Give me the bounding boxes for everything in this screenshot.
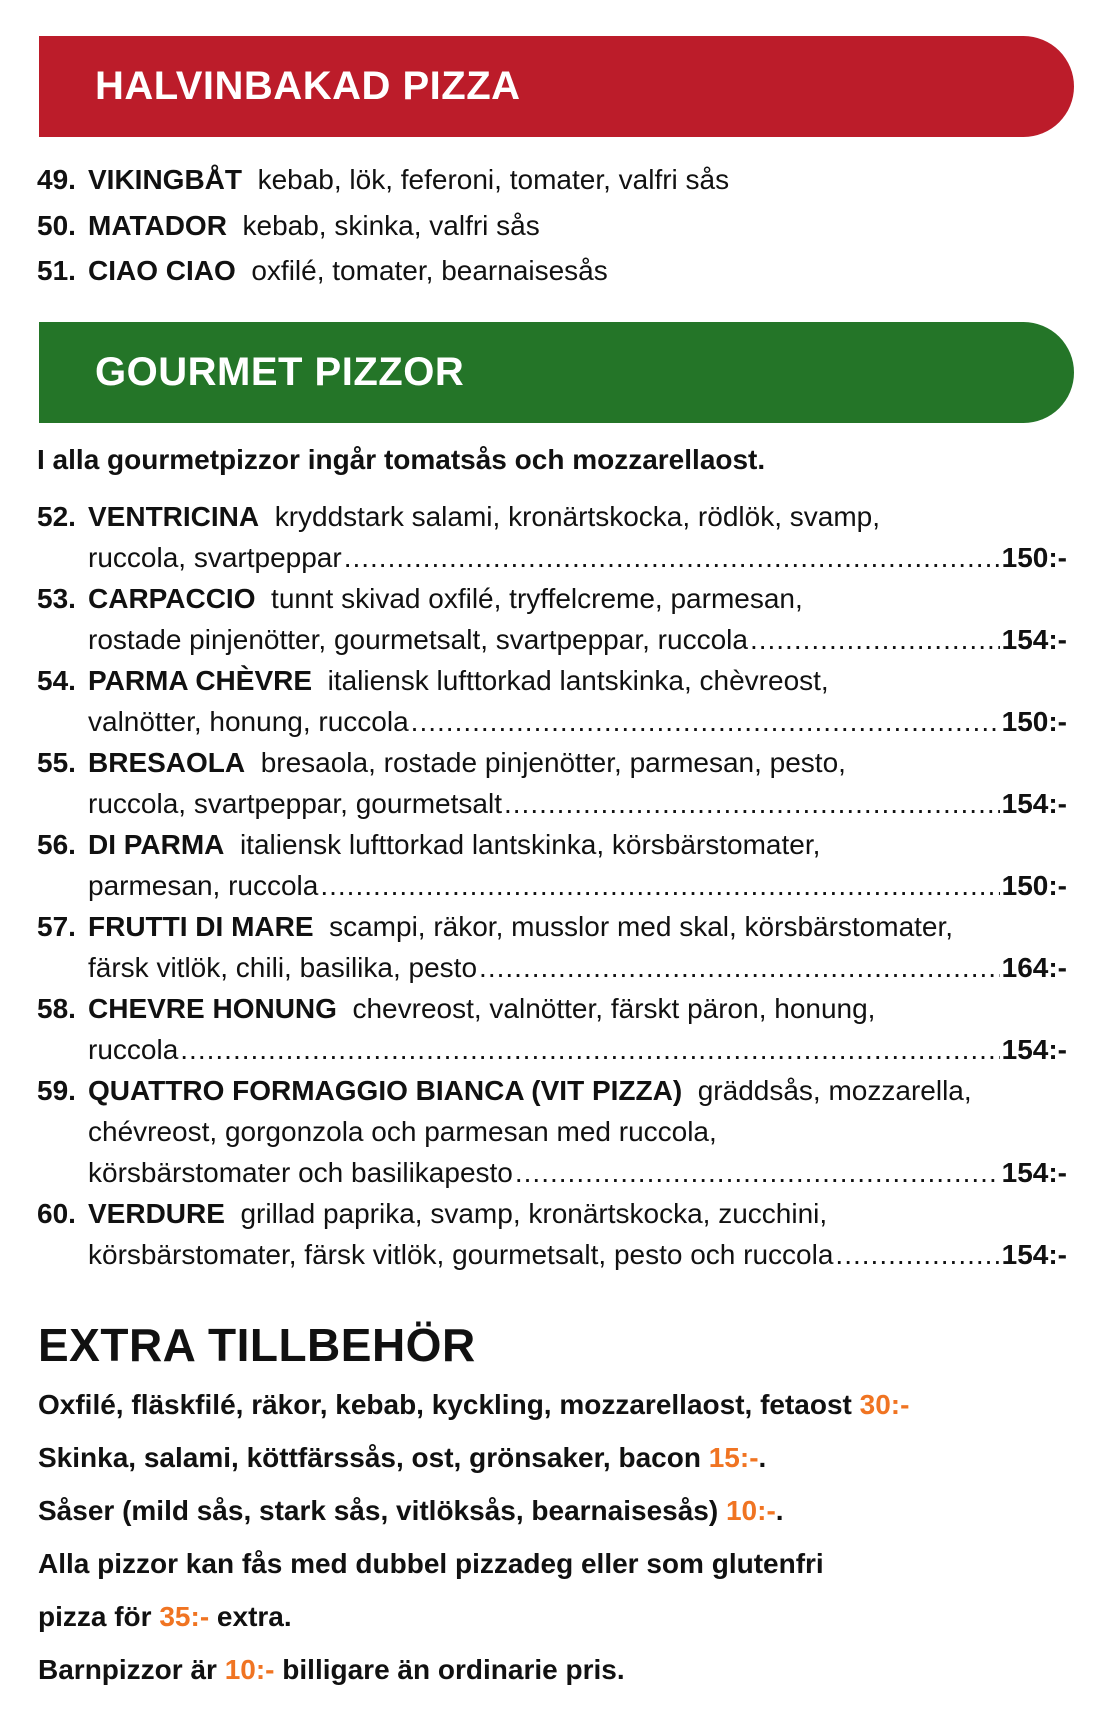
- item-price-line: [37, 1234, 1067, 1275]
- extra-line: [38, 1643, 1078, 1696]
- item-heading: [37, 1198, 827, 1229]
- item-number: 49.: [37, 164, 76, 195]
- extra-price: 10:-: [725, 1495, 776, 1526]
- item-description: körsbärstomater och basilikapesto: [88, 1157, 513, 1188]
- section-banner-gourmet: [39, 322, 1074, 423]
- item-description-line: [37, 1111, 1067, 1152]
- item-name: MATADOR: [88, 209, 227, 241]
- item-price-line: [37, 947, 1067, 988]
- item-description: tunnt skivad oxfilé, tryffelcreme, parmesan,: [271, 583, 803, 614]
- menu-item: [37, 906, 1067, 988]
- item-price: 154:-: [1001, 1239, 1067, 1270]
- item-first-line: [37, 496, 1067, 537]
- item-description: kebab, lök, feferoni, tomater, valfri sås: [257, 164, 730, 195]
- item-number: 53.: [37, 583, 76, 614]
- dot-leader: [835, 1234, 999, 1275]
- item-number: 52.: [37, 501, 76, 532]
- extra-title: EXTRA TILLBEHÖR: [38, 1319, 476, 1371]
- item-description: valnötter, honung, ruccola: [88, 706, 409, 737]
- menu-item: [37, 578, 1067, 660]
- extra-price: 35:-: [159, 1601, 210, 1632]
- dot-leader: [320, 865, 999, 906]
- item-heading: [37, 1075, 972, 1106]
- dot-leader: [504, 783, 1000, 824]
- item-price: 150:-: [1001, 542, 1067, 573]
- item-name: CARPACCIO: [88, 583, 256, 614]
- dot-leader: [479, 947, 1000, 988]
- item-price-line: [37, 537, 1067, 578]
- item-description: kebab, skinka, valfri sås: [242, 209, 540, 241]
- item-description: chevreost, valnötter, färskt päron, honung,: [352, 993, 876, 1024]
- item-description: ruccola, svartpeppar: [88, 542, 342, 573]
- extra-price: 15:-: [708, 1442, 759, 1473]
- item-name: VERDURE: [88, 1198, 225, 1229]
- menu-item: [37, 824, 1067, 906]
- extra-text: Oxfilé, fläskfilé, räkor, kebab, kyckling, mozzarellaost, fetaost: [38, 1389, 860, 1420]
- item-number: 55.: [37, 747, 76, 778]
- item-heading: [37, 665, 829, 696]
- section-title-gourmet: GOURMET PIZZOR: [95, 350, 465, 394]
- menu-item: [37, 742, 1067, 824]
- item-first-line: [37, 578, 1067, 619]
- item-price: 150:-: [1001, 706, 1067, 737]
- extra-text-after: .: [758, 1442, 767, 1473]
- extra-text: Såser (mild sås, stark sås, vitlöksås, bearnaisesås): [38, 1495, 726, 1526]
- extra-text-after: .: [775, 1495, 784, 1526]
- item-name: VENTRICINA: [88, 501, 260, 532]
- item-price: 154:-: [1001, 624, 1067, 655]
- item-name: CIAO CIAO: [88, 255, 236, 286]
- item-first-line: [37, 1070, 1067, 1111]
- item-number: 57.: [37, 911, 76, 942]
- menu-item: [37, 1070, 1067, 1193]
- extra-text: Barnpizzor är: [38, 1654, 225, 1685]
- dot-leader: [344, 537, 1000, 578]
- item-price-line: [37, 865, 1067, 906]
- item-heading: [37, 747, 846, 778]
- item-price-line: [37, 1152, 1067, 1193]
- item-first-line: [37, 660, 1067, 701]
- item-description: körsbärstomater, färsk vitlök, gourmetsalt, pesto och ruccola: [88, 1239, 834, 1270]
- extra-price: 10:-: [224, 1654, 275, 1685]
- item-number: 58.: [37, 993, 76, 1024]
- menu-item: [37, 248, 1057, 294]
- item-price-line: [37, 1029, 1067, 1070]
- dot-leader: [750, 619, 1000, 660]
- item-description: grillad paprika, svamp, kronärtskocka, zucchini,: [240, 1198, 828, 1229]
- item-first-line: [37, 1193, 1067, 1234]
- item-price: 154:-: [1001, 1034, 1067, 1065]
- item-description: oxfilé, tomater, bearnaisesås: [251, 255, 608, 286]
- item-description: chévreost, gorgonzola och parmesan med ruccola,: [88, 1116, 717, 1147]
- extra-line: [38, 1484, 1078, 1537]
- item-name: FRUTTI DI MARE: [88, 911, 314, 942]
- item-first-line: [37, 906, 1067, 947]
- item-number: 54.: [37, 665, 76, 696]
- item-name: DI PARMA: [88, 829, 225, 860]
- section-title-halvinbakad: HALVINBAKAD PIZZA: [95, 64, 521, 108]
- extra-line: [38, 1378, 1078, 1431]
- item-description: scampi, räkor, musslor med skal, körsbärstomater,: [329, 911, 954, 942]
- dot-leader: [411, 701, 1000, 742]
- menu-item: [37, 496, 1067, 578]
- item-number: 51.: [37, 255, 76, 286]
- extra-text-after: extra.: [209, 1601, 292, 1632]
- item-price: 154:-: [1001, 788, 1067, 819]
- item-name: VIKINGBÅT: [88, 164, 242, 195]
- item-first-line: [37, 742, 1067, 783]
- gourmet-intro: I alla gourmetpizzor ingår tomatsås och mozzarellaost.: [37, 444, 766, 475]
- extra-text: Alla pizzor kan fås med dubbel pizzadeg eller som glutenfri: [38, 1548, 824, 1579]
- menu-item: [37, 1193, 1067, 1275]
- extra-price: 30:-: [859, 1389, 910, 1420]
- menu-item: [37, 988, 1067, 1070]
- gourmet-list: [37, 496, 1067, 1275]
- item-description: färsk vitlök, chili, basilika, pesto: [88, 952, 478, 983]
- item-description: parmesan, ruccola: [88, 870, 319, 901]
- item-price-line: [37, 619, 1067, 660]
- extra-list: [38, 1378, 1078, 1696]
- menu-item: [37, 203, 1057, 249]
- item-name: BRESAOLA: [88, 747, 246, 778]
- extra-line: [38, 1537, 1078, 1590]
- item-price: 154:-: [1001, 1157, 1067, 1188]
- item-description: bresaola, rostade pinjenötter, parmesan, pesto,: [260, 747, 846, 778]
- item-heading: [37, 911, 953, 942]
- item-heading: [37, 501, 880, 532]
- item-price-line: [37, 783, 1067, 824]
- item-number: 59.: [37, 1075, 76, 1106]
- item-description: ruccola, svartpeppar, gourmetsalt: [88, 788, 502, 819]
- item-price: 150:-: [1001, 870, 1067, 901]
- item-name: PARMA CHÈVRE: [88, 665, 313, 696]
- dot-leader: [515, 1152, 1000, 1193]
- item-description: gräddsås, mozzarella,: [697, 1075, 972, 1106]
- halvinbakad-list: [37, 157, 1057, 294]
- item-description: ruccola: [88, 1034, 179, 1065]
- item-first-line: [37, 824, 1067, 865]
- item-price: 164:-: [1001, 952, 1067, 983]
- item-description: italiensk lufttorkad lantskinka, chèvreost,: [327, 665, 829, 696]
- extra-line: [38, 1590, 1078, 1643]
- item-description: italiensk lufttorkad lantskinka, körsbärstomater,: [239, 829, 821, 860]
- item-description: kryddstark salami, kronärtskocka, rödlök, svamp,: [274, 501, 880, 532]
- item-name: CHEVRE HONUNG: [88, 993, 337, 1024]
- extra-line: [38, 1431, 1078, 1484]
- item-price-line: [37, 701, 1067, 742]
- extra-text: Skinka, salami, köttfärssås, ost, grönsaker, bacon: [38, 1442, 709, 1473]
- dot-leader: [180, 1029, 999, 1070]
- item-name: QUATTRO FORMAGGIO BIANCA (VIT PIZZA): [88, 1075, 683, 1106]
- menu-item: [37, 157, 1057, 203]
- extra-text-after: billigare än ordinarie pris.: [274, 1654, 625, 1685]
- item-first-line: [37, 988, 1067, 1029]
- section-banner-halvinbakad: [39, 36, 1074, 137]
- item-heading: [37, 583, 803, 614]
- item-heading: [37, 829, 820, 860]
- menu-item: [37, 660, 1067, 742]
- item-number: 60.: [37, 1198, 76, 1229]
- item-description: rostade pinjenötter, gourmetsalt, svartpeppar, ruccola: [88, 624, 748, 655]
- extra-text: pizza för: [38, 1601, 160, 1632]
- item-heading: [37, 993, 875, 1024]
- item-number: 50.: [37, 209, 76, 241]
- item-number: 56.: [37, 829, 76, 860]
